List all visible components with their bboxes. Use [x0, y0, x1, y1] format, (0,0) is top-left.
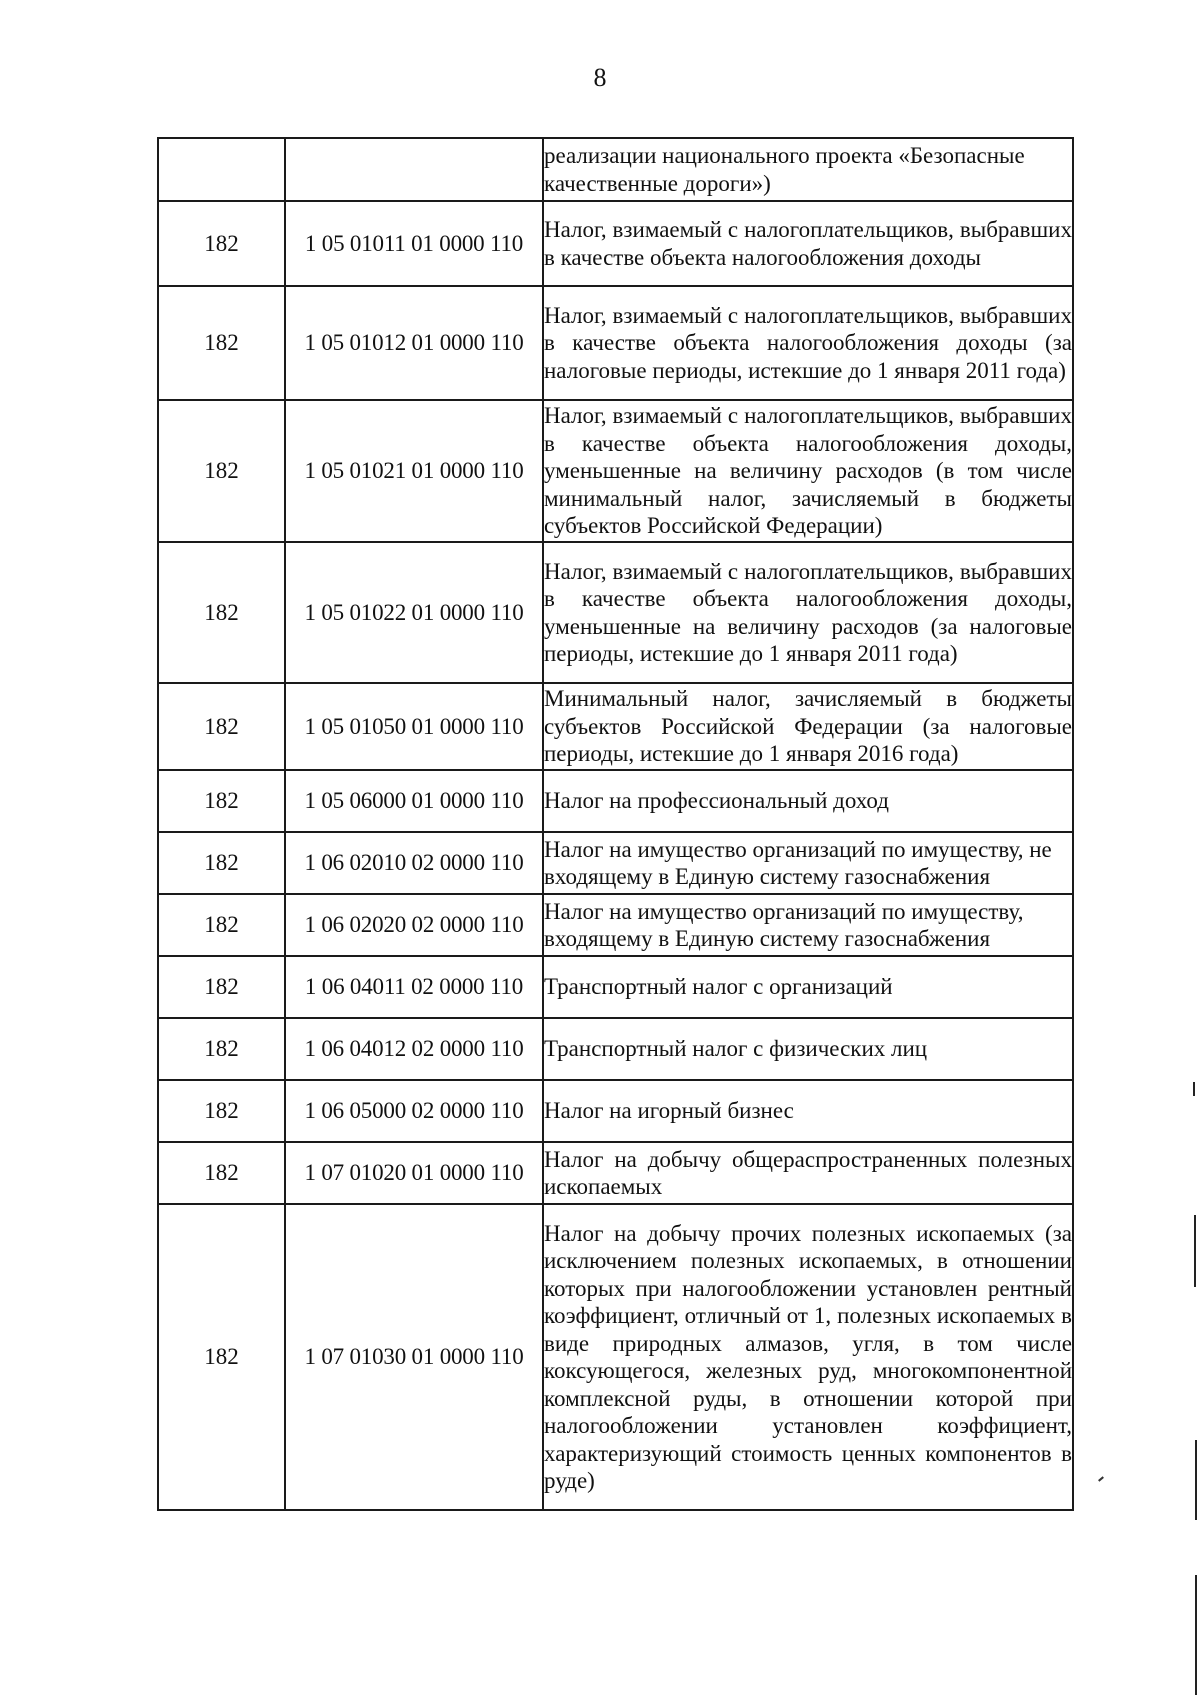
table-row: [158, 683, 1073, 770]
description-cell: Налог на добычу общераспространенных полезных ископаемых: [543, 1142, 1073, 1204]
table-row: [158, 1018, 1073, 1080]
table-row: [158, 201, 1073, 286]
revenue-codes-table: [157, 137, 1074, 1511]
revenue-code-cell: [285, 138, 543, 201]
revenue-code-cell: 1 07 01020 01 0000 110: [285, 1142, 543, 1204]
table-row: [158, 286, 1073, 400]
admin-code-cell: 182: [158, 770, 285, 832]
scan-speck: [1098, 1476, 1104, 1481]
revenue-code-cell: 1 06 04012 02 0000 110: [285, 1018, 543, 1080]
revenue-code-cell: 1 05 06000 01 0000 110: [285, 770, 543, 832]
table-row: [158, 894, 1073, 956]
description-cell: Налог на добычу прочих полезных ископаемых (за исключением полезных ископаемых, в отношении которых при налогообложении установлен рентный коэффициент, отличный от 1, полезных ископаемых в виде природных алмазов, угля, в том числе коксующегося, железных руд, многокомпонентной комплексной руды, в отношении которой при налогообложении установлен коэффициент, характеризующий стоимость ценных компонентов в руде): [543, 1204, 1073, 1510]
admin-code-cell: 182: [158, 400, 285, 542]
description-cell: Налог на имущество организаций по имуществу, входящему в Единую систему газоснабжения: [543, 894, 1073, 956]
description-cell: Налог, взимаемый с налогоплательщиков, выбравших в качестве объекта налогообложения доходы: [543, 201, 1073, 286]
table-row: [158, 400, 1073, 542]
admin-code-cell: 182: [158, 1080, 285, 1142]
revenue-code-cell: 1 07 01030 01 0000 110: [285, 1204, 543, 1510]
revenue-code-cell: 1 05 01011 01 0000 110: [285, 201, 543, 286]
admin-code-cell: 182: [158, 286, 285, 400]
scan-edge-mark: [1195, 1575, 1197, 1695]
description-cell: Налог, взимаемый с налогоплательщиков, выбравших в качестве объекта налогообложения доходы, уменьшенные на величину расходов (в том числе минимальный налог, зачисляемый в бюджеты субъектов Российской Федерации): [543, 400, 1073, 542]
description-cell: Налог на игорный бизнес: [543, 1080, 1073, 1142]
table-row: [158, 832, 1073, 894]
description-cell: Налог, взимаемый с налогоплательщиков, выбравших в качестве объекта налогообложения доходы, уменьшенные на величину расходов (за налоговые периоды, истекшие до 1 января 2011 года): [543, 542, 1073, 683]
revenue-code-cell: 1 06 05000 02 0000 110: [285, 1080, 543, 1142]
admin-code-cell: 182: [158, 201, 285, 286]
table-row: [158, 138, 1073, 201]
admin-code-cell: 182: [158, 542, 285, 683]
revenue-code-cell: 1 05 01050 01 0000 110: [285, 683, 543, 770]
description-cell: Транспортный налог с организаций: [543, 956, 1073, 1018]
table-row: [158, 1204, 1073, 1510]
scan-edge-mark: [1193, 1082, 1195, 1096]
description-cell: Налог, взимаемый с налогоплательщиков, выбравших в качестве объекта налогообложения доходы (за налоговые периоды, истекшие до 1 января 2011 года): [543, 286, 1073, 400]
revenue-code-cell: 1 06 04011 02 0000 110: [285, 956, 543, 1018]
revenue-code-cell: 1 06 02010 02 0000 110: [285, 832, 543, 894]
table-row: [158, 956, 1073, 1018]
table-row: [158, 1080, 1073, 1142]
admin-code-cell: 182: [158, 956, 285, 1018]
description-cell: Налог на имущество организаций по имуществу, не входящему в Единую систему газоснабжения: [543, 832, 1073, 894]
admin-code-cell: 182: [158, 832, 285, 894]
admin-code-cell: 182: [158, 1142, 285, 1204]
table-row: [158, 542, 1073, 683]
description-cell: Минимальный налог, зачисляемый в бюджеты субъектов Российской Федерации (за налоговые периоды, истекшие до 1 января 2016 года): [543, 683, 1073, 770]
admin-code-cell: 182: [158, 683, 285, 770]
table-row: [158, 770, 1073, 832]
admin-code-cell: 182: [158, 894, 285, 956]
admin-code-cell: [158, 138, 285, 201]
description-cell: реализации национального проекта «Безопасные качественные дороги»): [543, 138, 1073, 201]
revenue-code-cell: 1 05 01012 01 0000 110: [285, 286, 543, 400]
description-cell: Налог на профессиональный доход: [543, 770, 1073, 832]
revenue-code-cell: 1 05 01022 01 0000 110: [285, 542, 543, 683]
admin-code-cell: 182: [158, 1018, 285, 1080]
revenue-code-cell: 1 06 02020 02 0000 110: [285, 894, 543, 956]
page-number: 8: [593, 63, 607, 92]
scan-edge-mark: [1195, 1440, 1197, 1520]
description-cell: Транспортный налог с физических лиц: [543, 1018, 1073, 1080]
revenue-code-cell: 1 05 01021 01 0000 110: [285, 400, 543, 542]
table-row: [158, 1142, 1073, 1204]
admin-code-cell: 182: [158, 1204, 285, 1510]
scan-edge-mark: [1194, 1215, 1196, 1287]
